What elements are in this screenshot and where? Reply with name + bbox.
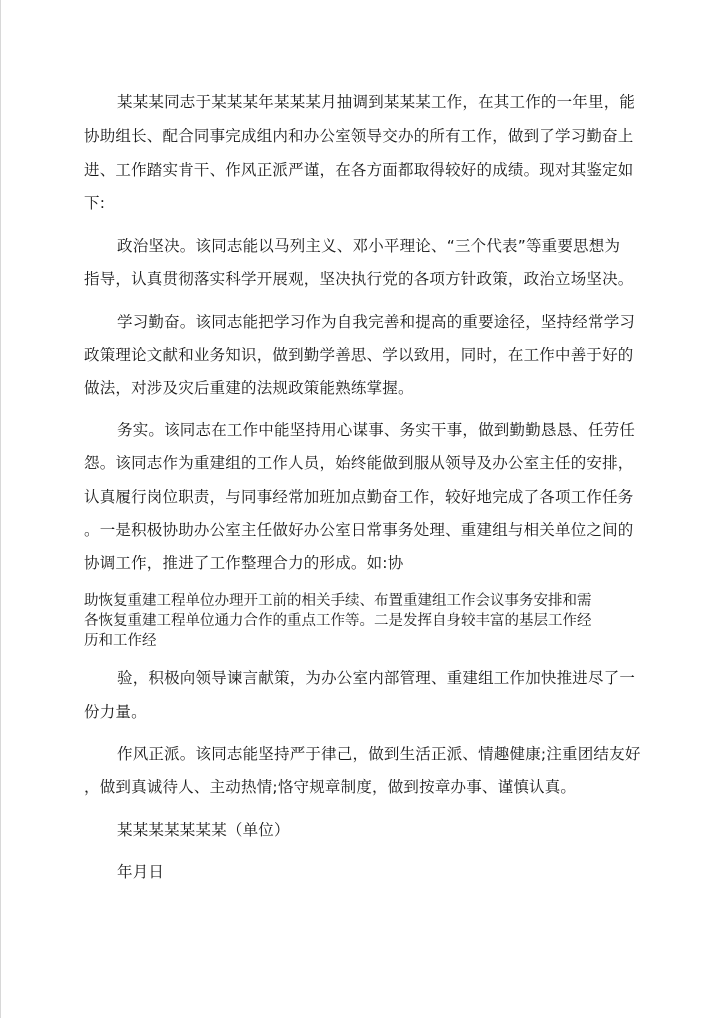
style-line-1: 作风正派。该同志能坚持严于律己，做到生活正派、情趣健康;注重团结友好 (117, 745, 641, 763)
intro-line-4: 下: (84, 194, 106, 212)
practical-line-1: 务实。该同志在工作中能坚持用心谋事、务实干事，做到勤勤恳恳、任劳任 (117, 421, 636, 439)
study-line-1: 学习勤奋。该同志能把学习作为自我完善和提高的重要途径，坚持经常学习 (117, 313, 636, 331)
signature-unit: 某某某某某某某（单位） (117, 821, 290, 839)
practical-line-4: 。一是积极协助办公室主任做好办公室日常事务处理、重建组与相关单位之间的 (84, 521, 634, 539)
practical-line-2: 怨。该同志作为重建组的工作人员，始终能做到服从领导及办公室主任的安排， (84, 454, 634, 472)
practical-end-line-2: 份力量。 (84, 703, 147, 721)
intro-line-2: 协助组长、配合同事完成组内和办公室领导交办的所有工作，做到了学习勤奋上 (84, 127, 634, 145)
style-line-2: ，做到真诚待人、主动热情;恪守规章制度，做到按章办事、谨慎认真。 (84, 778, 577, 796)
signature-date: 年月日 (117, 863, 165, 881)
practical-line-3: 认真履行岗位职责，与同事经常加班加点勤奋工作，较好地完成了各项工作任务 (84, 488, 634, 506)
practical-cont-line-2: 各恢复重建工程单位通力合作的重点工作等。二是发挥自身较丰富的基层工作经 (84, 613, 592, 629)
study-line-2: 政策理论文献和业务知识，做到勤学善思、学以致用，同时，在工作中善于好的 (84, 346, 634, 364)
practical-cont-line-3: 历和工作经 (84, 633, 157, 649)
politics-line-1: 政治坚决。该同志能以马列主义、邓小平理论、“三个代表”等重要思想为 (117, 237, 621, 255)
intro-line-3: 进、工作踏实肯干、作风正派严谨，在各方面都取得较好的成绩。现对其鉴定如 (84, 161, 634, 179)
practical-line-5: 协调工作，推进了工作整理合力的形成。如:协 (84, 554, 404, 572)
practical-end-line-1: 验，积极向领导谏言献策，为办公室内部管理、重建组工作加快推进尽了一 (117, 669, 636, 687)
study-line-3: 做法，对涉及灾后重建的法规政策能熟练掌握。 (84, 379, 414, 397)
practical-cont-line-1: 助恢复重建工程单位办理开工前的相关手续、布置重建组工作会议事务安排和需 (84, 593, 592, 609)
intro-line-1: 某某某同志于某某某年某某某月抽调到某某某工作，在其工作的一年里，能 (117, 93, 636, 111)
politics-line-2: 指导，认真贯彻落实科学开展观，坚决执行党的各项方针政策，政治立场坚决。 (84, 270, 634, 288)
